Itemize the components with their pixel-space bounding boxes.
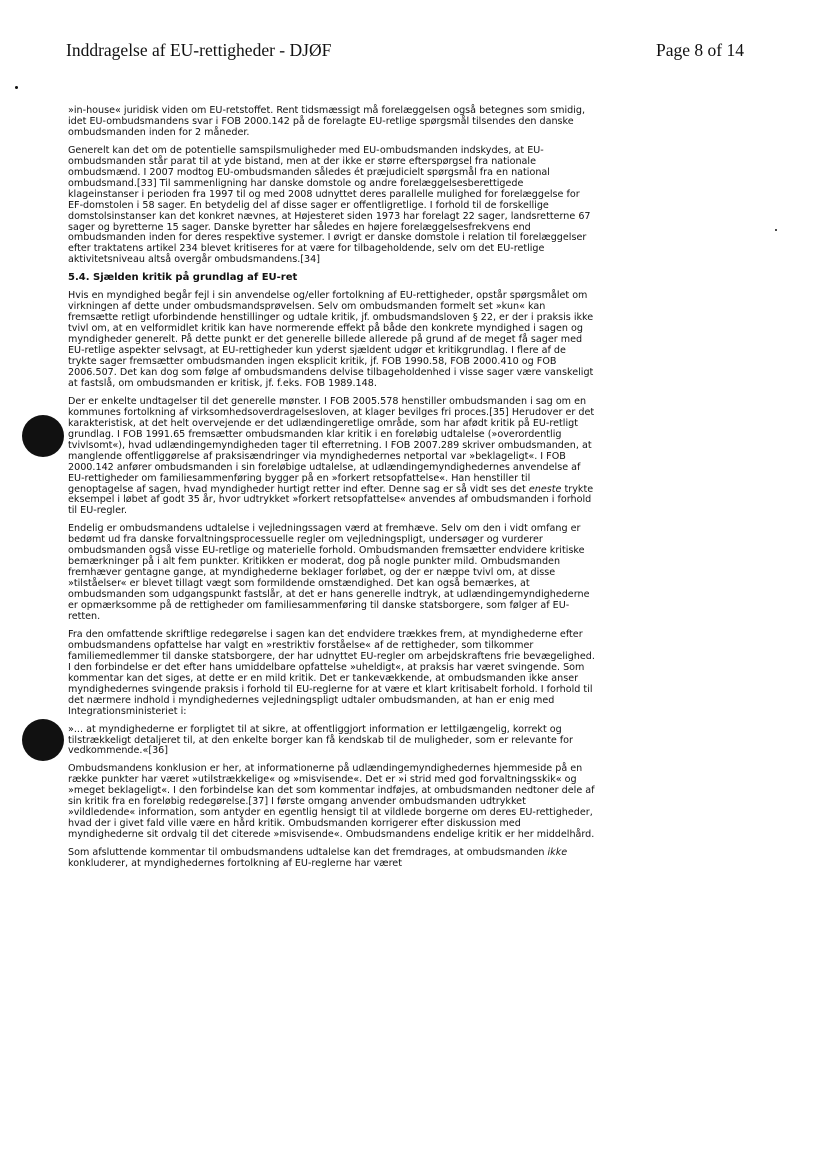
paragraph: Generelt kan det om de potentielle samspilsmuligheder med EU-ombudsmanden indskydes, at EU-ombudsmanden står parat til at yde bistand, men at der ikke er større efterspørgsel fra nationale ombudsmænd. I 2007 modtog EU-ombudsmanden således ét præjudicielt spørgsmål fra en national ombudsmand.[33] Til sammenligning har danske domstole og andre forelæggelsesberettigede klageinstanser i perioden fra 1997 til og med 2008 udnyttet deres parallelle mulighed for forelæggelse for EF-domstolen i 58 sager. En betydelig del af disse sager er offentligretlige. I forhold til de forskellige domstolsinstanser kan det konkret nævnes, at Højesteret siden 1973 har forelagt 22 sager, landsretterne 67 sager og byretterne 15 sager. Danske byretter har således en højere forelæggelsesfrekvens end ombudsmanden inden for deres respektive systemer. I øvrigt er danske domstole i relation til forelæggelser efter traktatens artikel 234 blevet kritiseres for at være for tilbageholdende, selv om det EU-retlige aktivitetsniveau altså overgår ombudsmandens.[34] [68,144,591,266]
emphasis-text: ikke [547,847,568,859]
paragraph: Ombudsmandens konklusion er her, at informationerne på udlændingemyndighedernes hjemmeside på en række punkter har været »utilstrækkelige« og »misvisende«. Det er »i strid med god forvaltningsskik« og »meget beklageligt«. I den forbindelse kan det som kommentar indføjes, at ombudsmanden nedtoner dele af sin kritik fra en foreløbig redegørelse.[37] I første omgang anvender ombudsmanden udtrykket »vildledende« information, som antyder en egentlig hensigt til at vildlede borgerne om deres EU-rettigheder, hvad der i givet fald ville være en hård kritik. Ombudsmanden korrigerer efter diskussion med myndighederne sit ordvalg til det citerede »misvisende«. Ombudsmandens endelige kritik er her middelhård. [68,763,595,841]
emphasis-text: eneste [528,483,562,495]
page-number: Page 8 of 14 [656,40,744,60]
paragraph: Fra den omfattende skriftlige redegørelse i sagen kan det endvidere trækkes frem, at myndighederne efter ombudsmandens opfattelse har valgt en »restriktiv forståelse« af de rettigheder, som tilkommer familiemedlemmer til danske statsborgere, der har udnyttet EU-regler om arbejdskraftens frie bevægelighed. I den forbindelse er det efter hans umiddelbare opfattelse »uheldigt«, at praksis har været svingende. Som kommentar kan det siges, at dette er en mild kritik. Det er tankevækkende, at ombudsmanden ikke anser myndighedernes svingende praksis i forhold til EU-reglerne for at være et klart kritisabelt forhold. I forhold til det nærmere indhold i myndighedernes vejledningspligt udtaler ombudsmanden, at han er enig med Integrationsministeriet i: [68,628,595,717]
paragraph: Hvis en myndighed begår fejl i sin anvendelse og/eller fortolkning af EU-rettigheder, opstår spørgsmålet om virkningen af dette under ombudsmandsprøvelsen. Selv om ombudsmanden formelt set »kun« kan fremsætte retligt uforbindende henstillinger og udtale kritik, jf. ombudsmandsloven § 22, er der i praksis ikke tvivl om, at en velformidlet kritik kan have normerende effekt på både den konkrete myndighed i sagen og myndigheder generelt. På dette punkt er det generelle billede allerede på grund af de meget få sager med EU-retlige aspekter selvsagt, at EU-rettigheder kun yderst sjældent udgør et kritikgrundlag. I flere af de trykte sager fremsætter ombudsmanden ingen eksplicit kritik, jf. FOB 1990.58, FOB 2000.410 og FOB 2006.507. Det kan dog som følge af ombudsmandens delvise tilbageholdenhed i visse sager være vanskeligt at fastslå, om ombudsmanden er kritisk, jf. f.eks. FOB 1989.148. [68,290,594,389]
paragraph [68,397,596,517]
page-header [66,40,744,66]
document-title: Inddragelse af EU-rettigheder - DJØF [66,40,332,60]
paragraph: »in-house« juridisk viden om EU-retstoffet. Rent tidsmæssigt må forelæggelsen også betegnes som smidig, idet EU-ombudsmandens svar i FOB 2000.142 på de forelagte EU-retlige spørgsmål tilsendes den danske ombudsmanden inden for 2 måneder. [68,105,586,138]
section-heading: 5.4. Sjælden kritik på grundlag af EU-ret [68,272,298,284]
paragraph [68,848,596,870]
paragraph-text: trykte eksempel i løbet af godt 35 år, hvor udtrykket »forkert retsopfattelse« anvendes af ombudsmanden i forhold til EU-regler. [68,483,594,517]
paragraph-text: Der er enkelte undtagelser til det generelle mønster. I FOB 2005.578 henstiller ombudsmanden i sag om en kommunes fortolkning af virksomhedsoverdragelsesloven, at klager bevilges fri proces.[35] Herudover er det karakteristisk, at det helt overvejende er det udlændingeretlige område, som har afødt kritik på EU-retligt grundlag. I FOB 1991.65 fremsætter ombudsmanden klar kritik i en foreløbig udtalelse (»overordentlig tvivlsomt«), hvad udlændingemyndigheden tager til efterretning. I FOB 2007.289 skriver ombudsmanden, at manglende offentliggørelse af praksisændringer via myndighedernes netportal var »beklageligt«. I FOB 2000.142 anfører ombudsmanden i sin foreløbige udtalelse, at udlændingemyndighedernes anvendelse af EU-rettigheder om familiesammenføring bygger på en »forkert retsopfattelse«. Han henstiller til genoptagelse af sagen, hvad myndigheder hurtigt retter ind efter. Denne sag er så vidt ses det [68,395,595,495]
paragraph-text: Som afsluttende kommentar til ombudsmandens udtalelse kan det fremdrages, at ombudsmanden [68,847,545,859]
quotation: »... at myndighederne er forpligtet til at sikre, at offentliggjort information er lettilgængelig, korrekt og tilstrækkeligt detaljeret til, at den enkelte borger kan få kendskab til de muligheder, som er relevante for vedkommende.«[36] [68,723,573,757]
document-body [68,106,596,877]
scan-mark-dot [15,86,18,89]
paragraph-text: konkluderer, at myndighedernes fortolkning af EU-reglerne har været [68,858,402,870]
paragraph: Endelig er ombudsmandens udtalelse i vejledningssagen værd at fremhæve. Selv om den i vidt omfang er bedømt ud fra danske forvaltningsprocessuelle regler om vejledningspligt, undersøger og vurderer ombudsmanden også visse EU-retlige og materielle forhold. Ombudsmanden fremsætter endvidere kritiske bemærkninger på i alt fem punkter. Kritikken er moderat, dog på nogle punkter mild. Ombudsmanden fremhæver gentagne gange, at myndighederne beklager forløbet, og der er næppe tvivl om, at disse »tilståelser« er blevet tillagt vægt som formildende omstændighed. Det kan også bemærkes, at ombudsmanden som udgangspunkt fastslår, at det er hans generelle indtryk, at udlændingemyndighederne er opmærksomme på de rettigheder om familiesammenføring til danske statsborgere, som følger af EU-retten. [68,523,590,622]
binder-hole-top [22,415,64,457]
binder-hole-bottom [22,719,64,761]
scan-mark-dot [775,229,777,231]
